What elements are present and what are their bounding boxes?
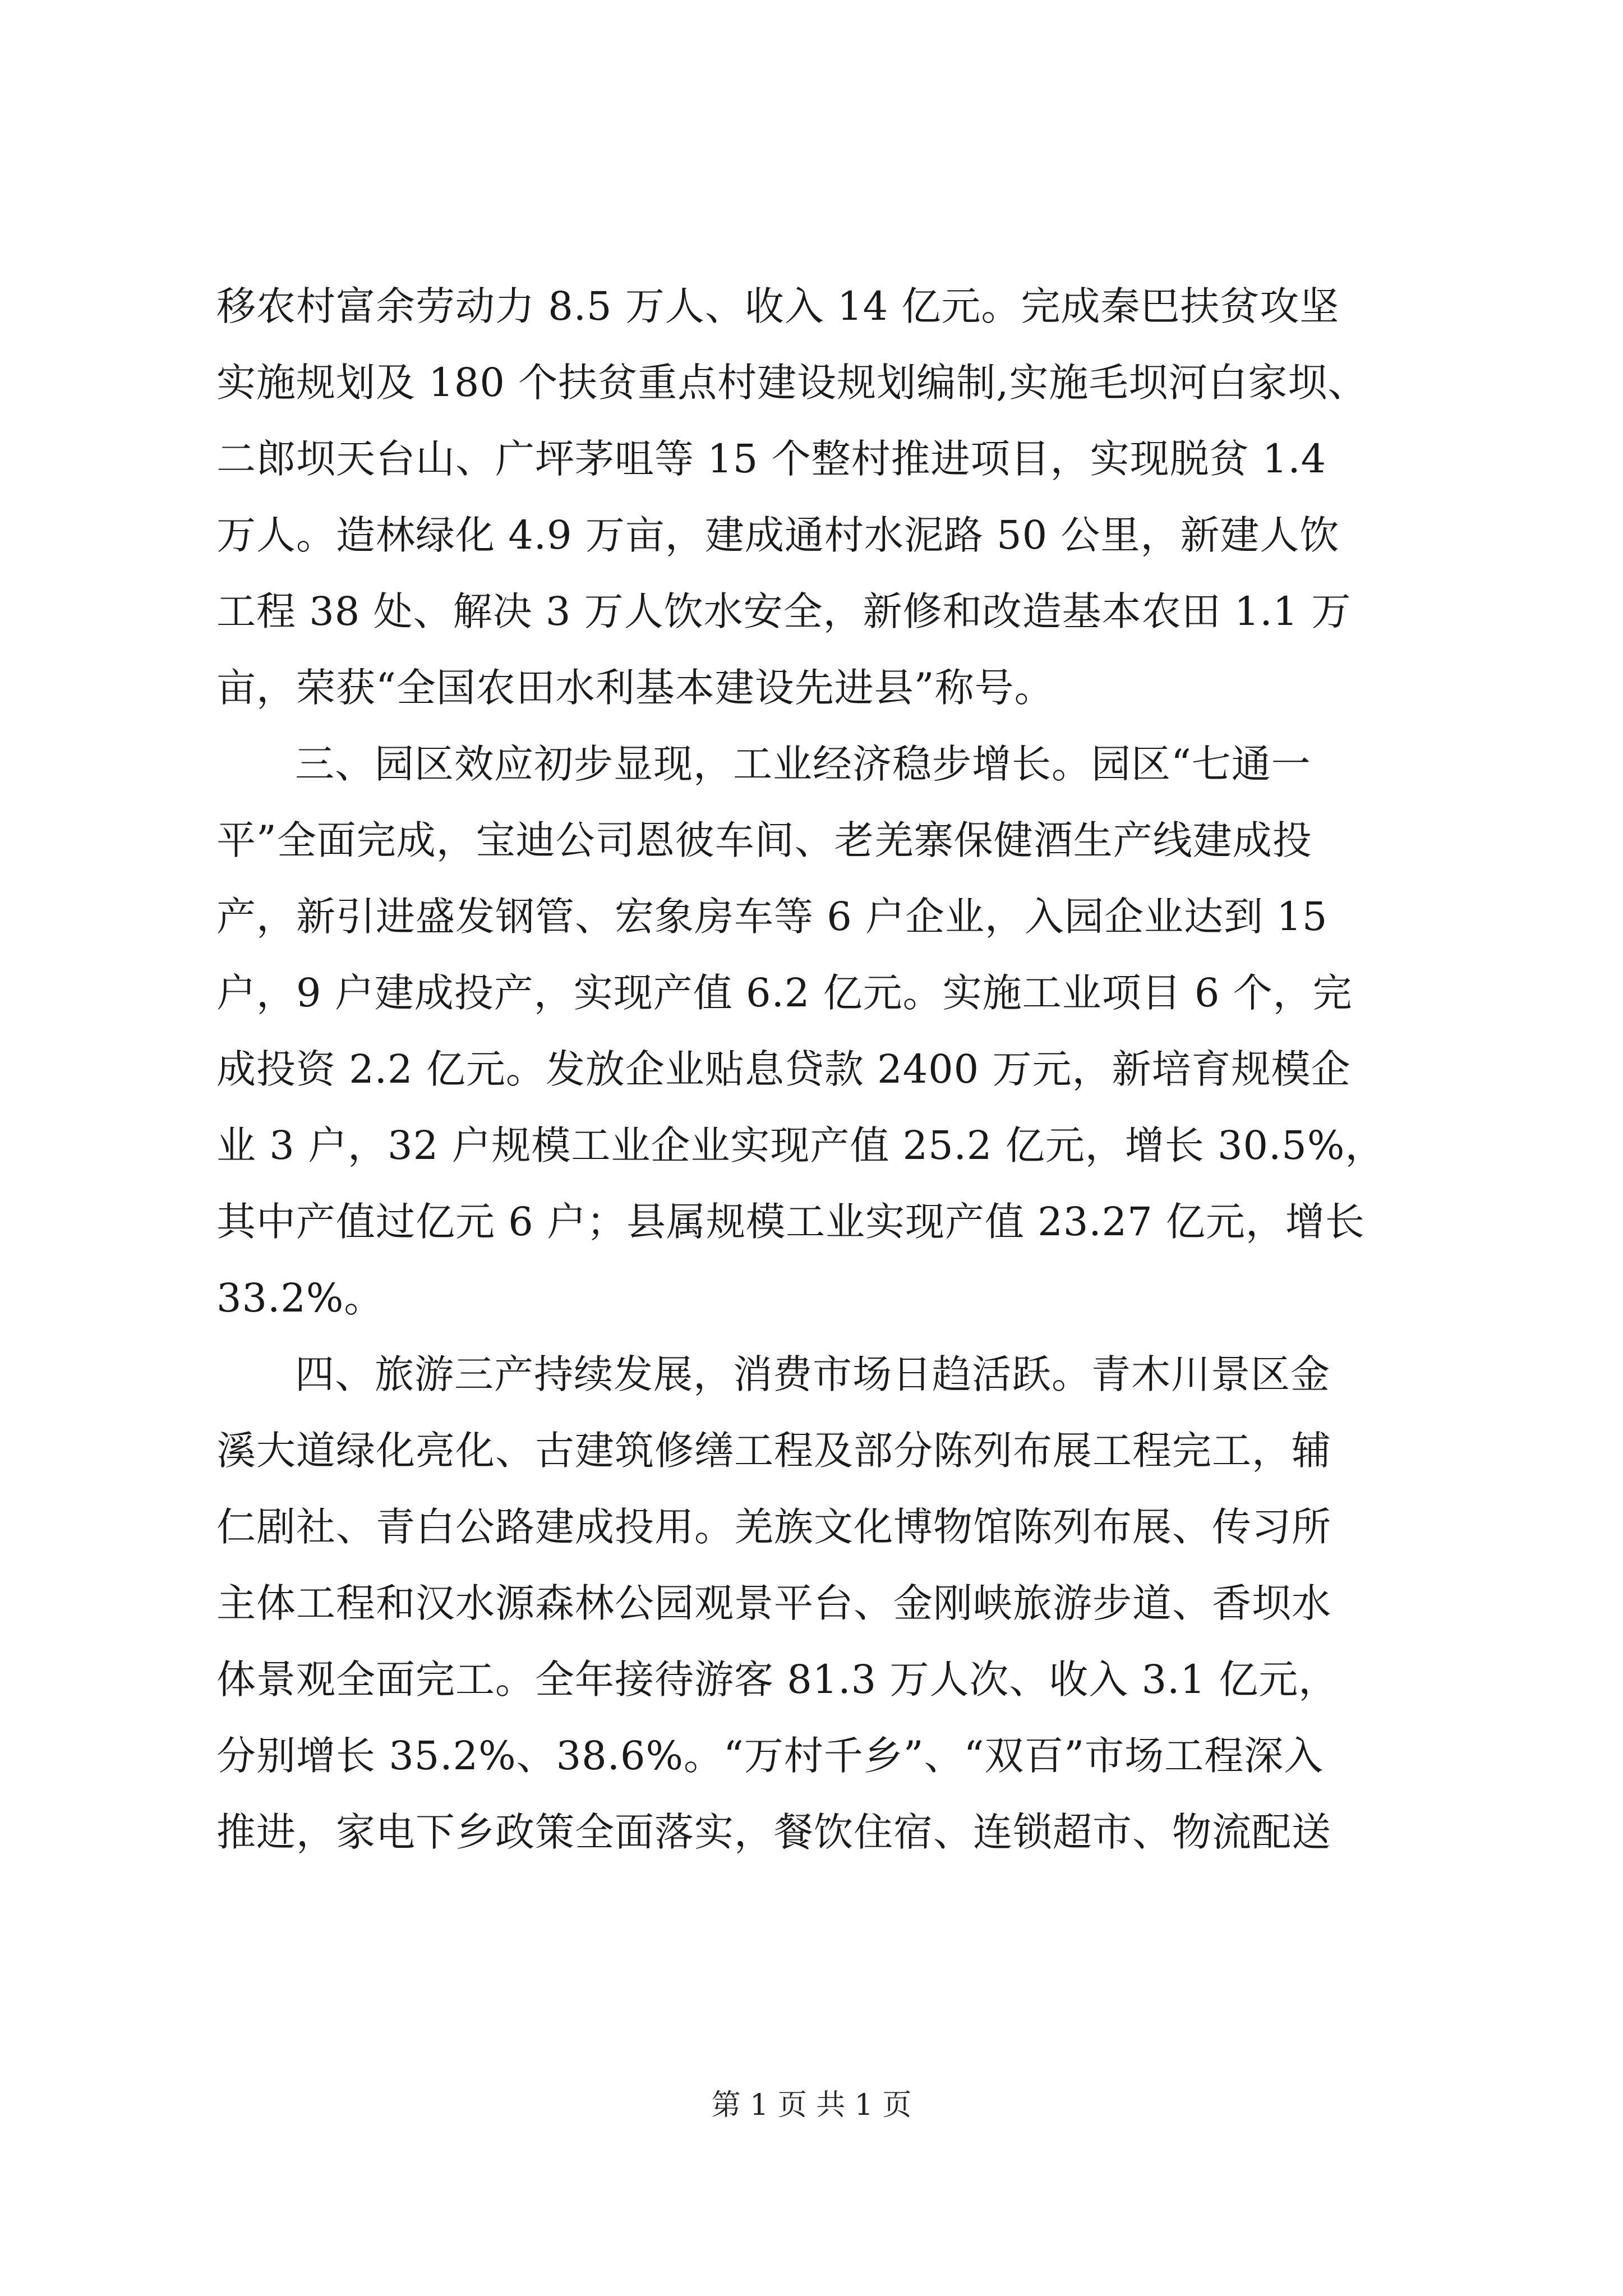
text-line: 平”全面完成，宝迪公司恩彼车间、老羌寨保健酒生产线建成投 xyxy=(216,817,1312,863)
text-line: 工程 38 处、解决 3 万人饮水安全，新修和改造基本农田 1.1 万 xyxy=(216,588,1352,634)
text-line: 主体工程和汉水源森林公园观景平台、金刚峡旅游步道、香坝水 xyxy=(216,1580,1331,1626)
text-line: 体景观全面完工。全年接待游客 81.3 万人次、收入 3.1 亿元， xyxy=(216,1657,1339,1703)
text-line: 户，9 户建成投产，实现产值 6.2 亿元。实施工业项目 6 个，完 xyxy=(216,970,1353,1016)
text-line: 成投资 2.2 亿元。发放企业贴息贷款 2400 万元，新培育规模企 xyxy=(216,1046,1351,1092)
page-number-label: 第 1 页 共 1 页 xyxy=(711,2088,912,2122)
text-line: 亩，荣获“全国农田水利基本建设先进县”称号。 xyxy=(216,665,1054,711)
text-line: 实施规划及 180 个扶贫重点村建设规划编制,实施毛坝河白家坝、 xyxy=(216,360,1368,406)
text-line: 其中产值过亿元 6 户；县属规模工业实现产值 23.27 亿元，增长 xyxy=(216,1199,1365,1245)
text-line: 分别增长 35.2%、38.6%。“万村千乡”、“双百”市场工程深入 xyxy=(216,1733,1324,1779)
text-line: 33.2%。 xyxy=(216,1275,384,1321)
text-line: 仁剧社、青白公路建成投用。羌族文化博物馆陈列布展、传习所 xyxy=(216,1504,1331,1550)
paragraph-start-line: 四、旅游三产持续发展，消费市场日趋活跃。青木川景区金 xyxy=(295,1351,1330,1397)
text-line: 业 3 户，32 户规模工业企业实现产值 25.2 亿元，增长 30.5%， xyxy=(216,1122,1385,1168)
text-line: 万人。造林绿化 4.9 万亩，建成通村水泥路 50 公里，新建人饮 xyxy=(216,512,1340,558)
page-footer xyxy=(0,2086,1623,2125)
paragraph-start-line: 三、园区效应初步显现，工业经济稳步增长。园区“七通一 xyxy=(295,741,1311,787)
text-line: 产，新引进盛发钢管、宏象房车等 6 户企业，入园企业达到 15 xyxy=(216,894,1328,940)
text-line: 溪大道绿化亮化、古建筑修缮工程及部分陈列布展工程完工，辅 xyxy=(216,1428,1331,1474)
text-line: 二郎坝天台山、广坪茅咀等 15 个整村推进项目，实现脱贫 1.4 xyxy=(216,436,1327,482)
text-line: 移农村富余劳动力 8.5 万人、收入 14 亿元。完成秦巴扶贫攻坚 xyxy=(216,283,1340,329)
document-body xyxy=(216,268,1433,1870)
text-line: 推进，家电下乡政策全面落实，餐饮住宿、连锁超市、物流配送 xyxy=(216,1809,1331,1855)
